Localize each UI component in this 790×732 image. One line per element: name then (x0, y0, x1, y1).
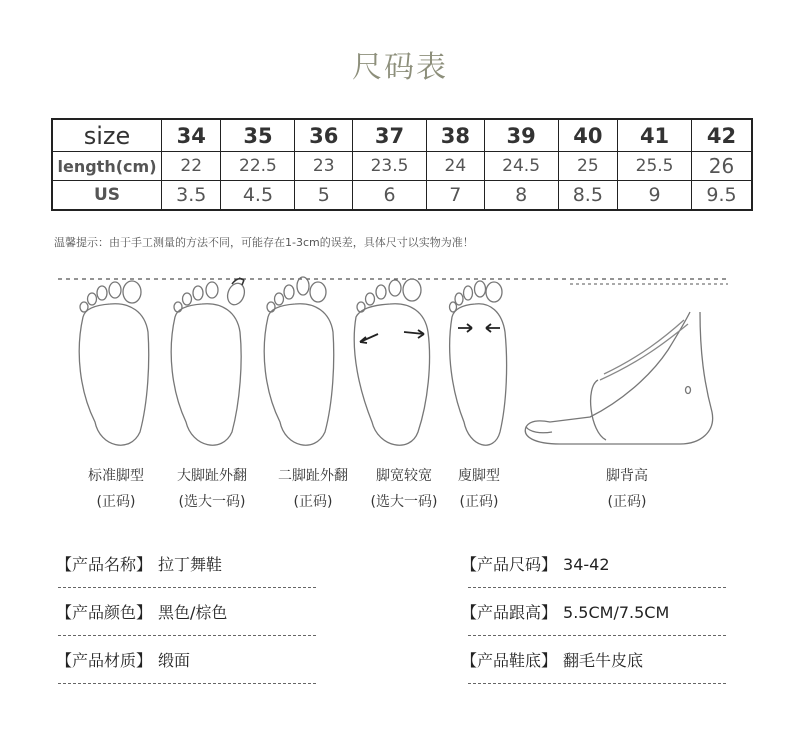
product-sole-value: 翻毛牛皮底 (563, 651, 644, 670)
row-header: size (52, 119, 162, 152)
table-cell: 3.5 (162, 181, 221, 211)
product-name-value: 拉丁舞鞋 (158, 555, 223, 574)
foot-type-illustrations (0, 262, 790, 462)
row-header: US (52, 181, 162, 211)
foot-label-wide: 脚宽较宽 (376, 468, 432, 484)
table-cell: 25 (558, 152, 617, 181)
foot-sub-big-toe: (选大一码) (178, 494, 246, 510)
divider (58, 587, 316, 588)
product-size-key: 【产品尺码】 (461, 555, 558, 574)
table-cell: 34 (162, 119, 221, 152)
table-cell: 41 (618, 119, 692, 152)
table-cell: 38 (427, 119, 485, 152)
foot-sub-thin: (正码) (459, 494, 499, 510)
foot-label-standard: 标准脚型 (88, 468, 144, 484)
divider (468, 635, 726, 636)
table-cell: 8 (484, 181, 558, 211)
table-cell: 9.5 (692, 181, 752, 211)
table-cell: 24 (427, 152, 485, 181)
row-header: length(cm) (52, 152, 162, 181)
foot-label-big-toe: 大脚趾外翻 (177, 468, 247, 484)
product-material (56, 648, 190, 671)
table-cell: 22 (162, 152, 221, 181)
table-cell: 4.5 (221, 181, 295, 211)
foot-label-high-instep: 脚背高 (606, 468, 648, 484)
product-material-value: 缎面 (158, 651, 191, 670)
product-heel-value: 5.5CM/7.5CM (563, 603, 670, 622)
table-row (52, 181, 752, 211)
table-cell: 39 (484, 119, 558, 152)
product-color (56, 600, 227, 623)
second-toe-foot-icon (264, 277, 334, 445)
divider (468, 587, 726, 588)
table-cell: 42 (692, 119, 752, 152)
table-row (52, 119, 752, 152)
product-material-key: 【产品材质】 (56, 651, 153, 670)
product-size-value: 34-42 (563, 555, 610, 574)
table-cell: 23.5 (353, 152, 427, 181)
product-name-key: 【产品名称】 (56, 555, 153, 574)
divider (58, 635, 316, 636)
foot-label-second-toe: 二脚趾外翻 (278, 468, 348, 484)
product-heel-key: 【产品跟高】 (461, 603, 558, 622)
table-row (52, 152, 752, 181)
big-toe-valgus-foot-icon (171, 278, 247, 445)
product-color-key: 【产品颜色】 (56, 603, 153, 622)
table-cell: 6 (353, 181, 427, 211)
foot-sub-standard: (正码) (96, 494, 136, 510)
foot-sub-high-instep: (正码) (607, 494, 647, 510)
product-size (461, 552, 610, 575)
table-cell: 7 (427, 181, 485, 211)
size-table (51, 118, 753, 211)
table-cell: 36 (295, 119, 353, 152)
wide-foot-icon (354, 279, 429, 445)
table-cell: 35 (221, 119, 295, 152)
page-title: 尺码表 (352, 50, 448, 85)
table-cell: 9 (618, 181, 692, 211)
table-cell: 37 (353, 119, 427, 152)
product-name (56, 552, 222, 575)
tip-text: 温馨提示：由于手工测量的方法不同，可能存在1-3cm的误差，具体尺寸以实物为准！ (54, 236, 474, 249)
table-cell: 40 (558, 119, 617, 152)
foot-sub-wide: (选大一码) (370, 494, 438, 510)
table-cell: 5 (295, 181, 353, 211)
table-cell: 8.5 (558, 181, 617, 211)
table-cell: 24.5 (484, 152, 558, 181)
product-heel (461, 600, 669, 623)
foot-label-thin: 廋脚型 (458, 468, 500, 484)
product-sole-key: 【产品鞋底】 (461, 651, 558, 670)
table-cell: 25.5 (618, 152, 692, 181)
high-instep-foot-icon (525, 312, 712, 444)
standard-foot-icon (79, 281, 149, 445)
product-sole (461, 648, 643, 671)
divider (58, 683, 316, 684)
table-cell: 26 (692, 152, 752, 181)
foot-sub-second-toe: (正码) (293, 494, 333, 510)
divider (468, 683, 726, 684)
table-cell: 23 (295, 152, 353, 181)
table-cell: 22.5 (221, 152, 295, 181)
product-color-value: 黑色/棕色 (158, 603, 228, 622)
thin-foot-icon (450, 281, 507, 445)
